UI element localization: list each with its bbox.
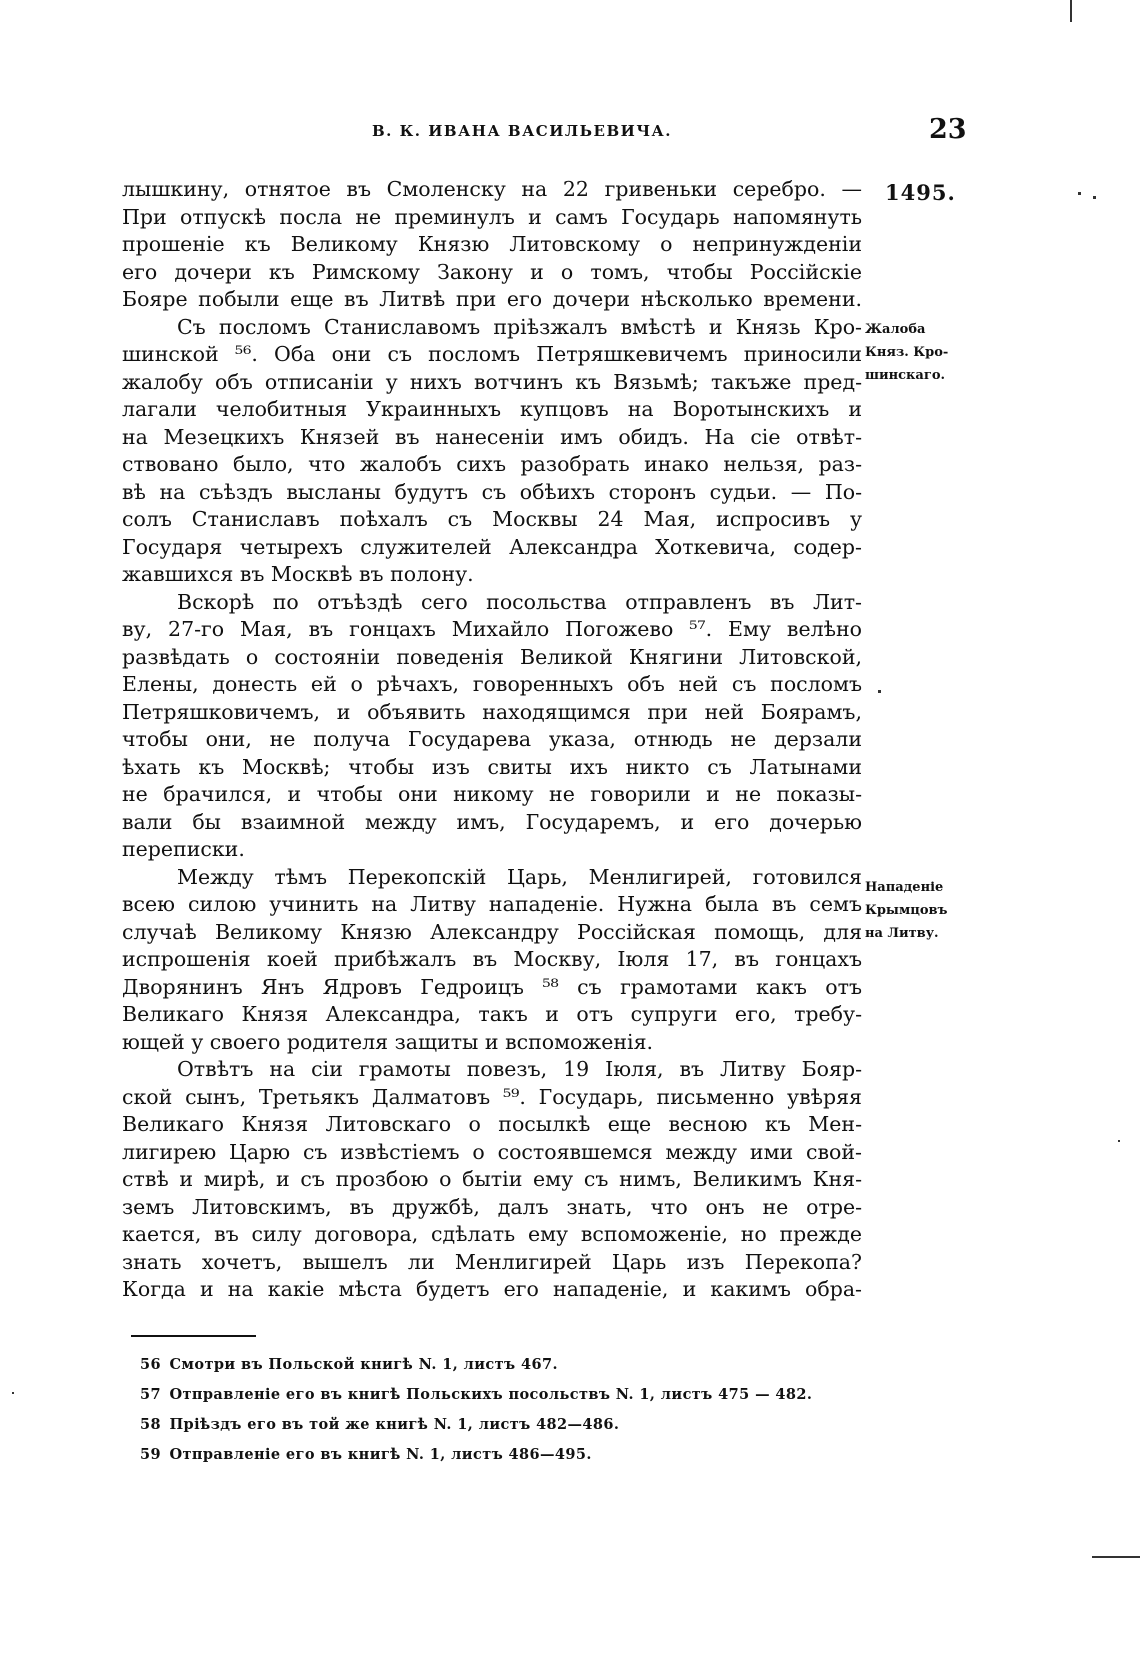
text-line: Когда и на какіе мѣста будетъ его нападеніе, и какимъ обра- bbox=[122, 1277, 862, 1301]
text-line: кается, въ силу договора, сдѣлать ему вспоможеніе, но прежде bbox=[122, 1222, 862, 1246]
margin-note-line: Жалоба bbox=[865, 322, 926, 337]
footnote-text: Отправленіе его въ книгѣ Польскихъ посольствъ N. 1, листъ 475 — 482. bbox=[169, 1386, 813, 1403]
text-line: Съ посломъ Станиславомъ пріѣзжалъ вмѣстѣ и Князь Кро- bbox=[177, 314, 862, 339]
text-line: жалобу объ отписаніи у нихъ вотчинъ къ Вязьмѣ; такъже пред- bbox=[122, 369, 862, 394]
text-line: Вскорѣ по отъѣздѣ сего посольства отправленъ въ Лит- bbox=[177, 589, 862, 614]
running-head: В. К. ИВАНА ВАСИЛЬЕВИЧА. bbox=[372, 122, 672, 140]
text-line: Бояре побыли еще въ Литвѣ при его дочери нѣсколько времени. bbox=[122, 287, 862, 311]
footnote-rule bbox=[131, 1335, 256, 1337]
text-line: Великаго Князя Александра, такъ и отъ супруги его, требу- bbox=[122, 1002, 862, 1026]
footnote-number: 59 bbox=[140, 1446, 161, 1463]
scan-speck bbox=[878, 690, 881, 693]
text-line: Петряшковичемъ, и объявить находящимся при ней Боярамъ, bbox=[122, 699, 862, 724]
footnote bbox=[140, 1380, 900, 1410]
text-line: ѣхать къ Москвѣ; чтобы изъ свиты ихъ никто съ Латынами bbox=[122, 754, 862, 779]
text-line: солъ Станиславъ поѣхалъ съ Москвы 24 Мая, испросивъ у bbox=[122, 507, 862, 531]
text-line: шинской ⁵⁶. Оба они съ посломъ Петряшкевичемъ приносили bbox=[122, 342, 862, 366]
text-line: Отвѣтъ на сіи грамоты повезъ, 19 Іюля, въ Литву Бояр- bbox=[177, 1057, 862, 1081]
scan-speck bbox=[12, 1392, 14, 1394]
scan-speck bbox=[1093, 196, 1096, 199]
page-number: 23 bbox=[929, 114, 967, 145]
scan-speck bbox=[1078, 192, 1081, 195]
text-line: ствѣ и мирѣ, и съ прозбою о бытіи ему съ нимъ, Великимъ Кня- bbox=[122, 1167, 862, 1191]
text-line: Елены, донесть ей о рѣчахъ, говоренныхъ объ ней съ посломъ bbox=[122, 672, 862, 696]
text-line: всею силою учинить на Литву нападеніе. Нужна была въ семъ bbox=[122, 892, 862, 916]
text-line: прошеніе къ Великому Князю Литовскому о непринужденіи bbox=[122, 232, 862, 256]
text-line: Великаго Князя Литовскаго о посылкѣ еще весною къ Мен- bbox=[122, 1112, 862, 1136]
text-line: ву, 27-го Мая, въ гонцахъ Михайло Погожево ⁵⁷. Ему велѣно bbox=[122, 617, 862, 641]
margin-year: 1495. bbox=[885, 180, 956, 205]
text-line: знать хочетъ, вышелъ ли Менлигирей Царь изъ Перекопа? bbox=[122, 1249, 862, 1274]
margin-note-line: на Литву. bbox=[865, 926, 939, 941]
scan-speck bbox=[1092, 1556, 1140, 1558]
text-line: на Мезецкихъ Князей въ нанесеніи имъ обидъ. На сіе отвѣт- bbox=[122, 424, 862, 449]
text-line: вали бы взаимной между имъ, Государемъ, и его дочерью bbox=[122, 809, 862, 834]
text-line: его дочери къ Римскому Закону и о томъ, чтобы Россійскіе bbox=[122, 259, 862, 284]
text-line: ющей у своего родителя защиты и вспоможенія. bbox=[122, 1029, 654, 1054]
footnote-text: Смотри въ Польской книгѣ N. 1, листъ 467. bbox=[169, 1356, 558, 1373]
text-line: случаѣ Великому Князю Александру Россійская помощь, для bbox=[122, 919, 862, 944]
text-line: лагали челобитныя Украинныхъ купцовъ на Воротынскихъ и bbox=[122, 397, 862, 421]
text-line: жавшихся въ Москвѣ въ полону. bbox=[122, 562, 474, 586]
text-line: Дворянинъ Янъ Ядровъ Гедроицъ ⁵⁸ съ грамотами какъ отъ bbox=[122, 974, 862, 999]
text-line: ской сынъ, Третьякъ Далматовъ ⁵⁹. Государь, письменно увѣряя bbox=[122, 1084, 862, 1109]
text-line: переписки. bbox=[122, 837, 245, 861]
footnote-number: 57 bbox=[140, 1386, 161, 1403]
footnotes bbox=[140, 1350, 900, 1470]
footnote bbox=[140, 1350, 900, 1380]
footnote-text: Отправленіе его въ книгѣ N. 1, листъ 486—495. bbox=[169, 1446, 592, 1463]
margin-note-line: Крымцовъ bbox=[865, 903, 948, 918]
text-line: вѣ на съѣздъ высланы будутъ съ обѣихъ сторонъ судьи. — По- bbox=[122, 479, 862, 504]
footnote bbox=[140, 1410, 900, 1440]
margin-note-complaint bbox=[865, 318, 948, 387]
footnote-number: 56 bbox=[140, 1356, 161, 1373]
scan-speck bbox=[1118, 1140, 1120, 1142]
text-line: При отпускѣ посла не преминулъ и самъ Государь напомянуть bbox=[122, 204, 862, 229]
text-line: земъ Литовскимъ, въ дружбѣ, далъ знать, что онъ не отре- bbox=[122, 1194, 862, 1219]
text-line: лигирею Царю съ извѣстіемъ о состоявшемся между ими свой- bbox=[122, 1139, 862, 1164]
text-line: испрошенія коей прибѣжалъ въ Москву, Іюля 17, въ гонцахъ bbox=[122, 947, 862, 971]
margin-note-line: шинскаго. bbox=[865, 368, 946, 383]
margin-note-line: Нападеніе bbox=[865, 880, 944, 895]
text-line: не брачился, и чтобы они никому не говорили и не показы- bbox=[122, 782, 862, 806]
footnote bbox=[140, 1440, 900, 1470]
text-line: Государя четырехъ служителей Александра Хоткевича, содер- bbox=[122, 534, 862, 559]
text-line: лышкину, отнятое въ Смоленску на 22 гривеньки серебро. — bbox=[122, 177, 862, 201]
footnote-text: Пріѣздъ его въ той же книгѣ N. 1, листъ 482—486. bbox=[169, 1416, 620, 1433]
body-text bbox=[122, 176, 862, 1304]
margin-note-attack bbox=[865, 876, 948, 945]
footnote-number: 58 bbox=[140, 1416, 161, 1433]
text-line: развѣдать о состояніи поведенія Великой Княгини Литовской, bbox=[122, 644, 862, 669]
text-line: чтобы они, не получа Государева указа, отнюдь не дерзали bbox=[122, 727, 862, 751]
text-line: ствовано было, что жалобъ сихъ разобрать инако нельзя, раз- bbox=[122, 452, 862, 476]
margin-note-line: Княз. Кро- bbox=[865, 345, 949, 360]
scan-speck bbox=[1070, 0, 1072, 22]
text-line: Между тѣмъ Перекопскій Царь, Менлигирей, готовился bbox=[177, 864, 862, 889]
